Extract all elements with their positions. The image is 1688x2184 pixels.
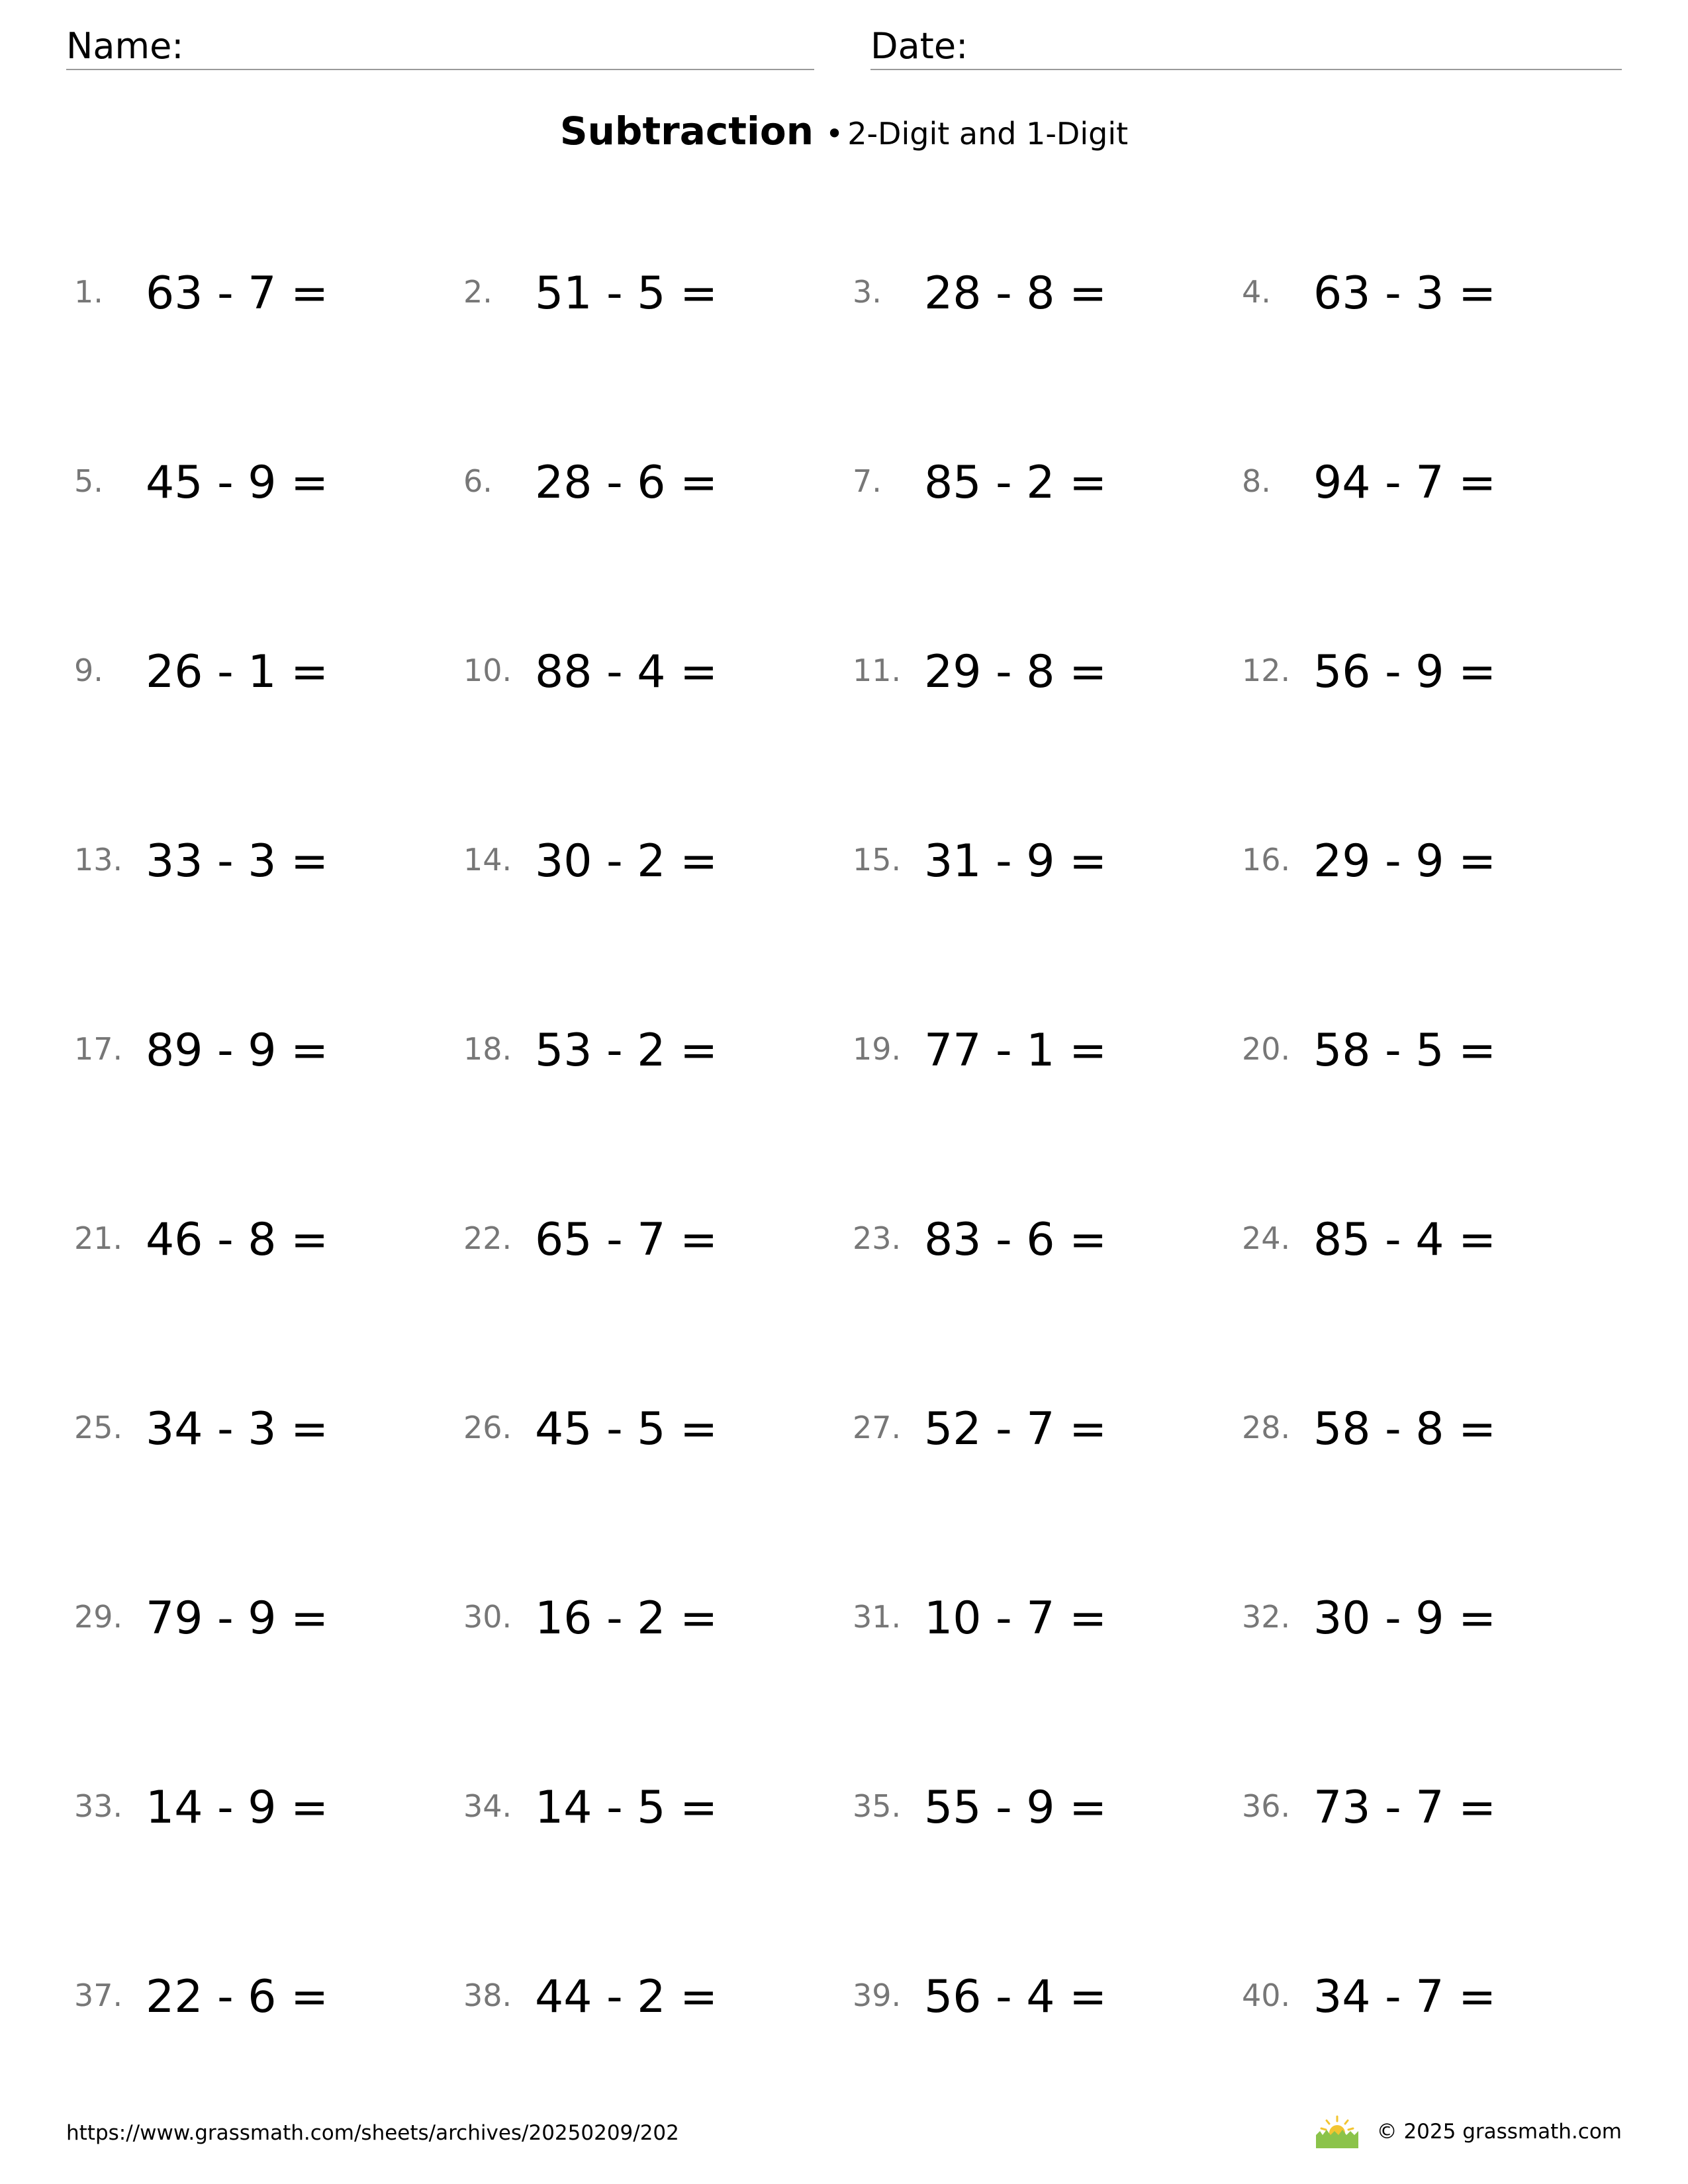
problem-item — [74, 251, 463, 441]
problem-number: 34. — [463, 1788, 512, 1824]
problem-number: 36. — [1242, 1788, 1291, 1824]
name-field[interactable] — [66, 24, 814, 70]
problem-number: 24. — [1242, 1220, 1291, 1256]
problem-number: 37. — [74, 1978, 123, 2013]
problem-expression: 28 - 8 = — [924, 267, 1107, 320]
problem-expression: 58 - 8 = — [1313, 1403, 1497, 1455]
problem-number: 14. — [463, 842, 512, 878]
problem-number: 16. — [1242, 842, 1291, 878]
problem-item — [74, 1766, 463, 1955]
problem-number: 2. — [463, 274, 492, 310]
title-subtitle: 2-Digit and 1-Digit — [847, 116, 1129, 152]
worksheet-title — [0, 105, 1688, 167]
problem-expression: 94 - 7 = — [1313, 457, 1497, 509]
problem-number: 6. — [463, 463, 492, 499]
problem-number: 32. — [1242, 1599, 1291, 1635]
problem-item — [853, 1387, 1242, 1576]
problem-number: 18. — [463, 1031, 512, 1067]
problem-number: 5. — [74, 463, 103, 499]
problem-expression: 45 - 5 = — [535, 1403, 718, 1455]
problem-number: 38. — [463, 1978, 512, 2013]
date-label: Date: — [870, 25, 968, 67]
problem-expression: 79 - 9 = — [146, 1592, 329, 1645]
problem-item — [463, 819, 853, 1009]
problem-expression: 34 - 7 = — [1313, 1971, 1497, 2023]
title-main: Subtraction — [559, 109, 814, 154]
problem-item — [74, 1198, 463, 1387]
problem-item — [1242, 251, 1631, 441]
problem-item — [74, 1576, 463, 1766]
problem-expression: 44 - 2 = — [535, 1971, 718, 2023]
problem-item — [1242, 1198, 1631, 1387]
problem-item — [853, 819, 1242, 1009]
problem-expression: 85 - 2 = — [924, 457, 1107, 509]
problem-expression: 51 - 5 = — [535, 267, 718, 320]
sun-over-grass-icon — [1316, 2115, 1358, 2148]
problem-number: 19. — [853, 1031, 902, 1067]
problem-expression: 28 - 6 = — [535, 457, 718, 509]
problem-item — [1242, 819, 1631, 1009]
problem-number: 25. — [74, 1410, 123, 1445]
problem-expression: 52 - 7 = — [924, 1403, 1107, 1455]
problem-expression: 30 - 9 = — [1313, 1592, 1497, 1645]
problem-item — [463, 1576, 853, 1766]
problem-expression: 14 - 9 = — [146, 1782, 329, 1834]
problem-number: 21. — [74, 1220, 123, 1256]
problem-number: 29. — [74, 1599, 123, 1635]
problem-expression: 14 - 5 = — [535, 1782, 718, 1834]
problem-item — [463, 1955, 853, 2144]
footer-url: https://www.grassmath.com/sheets/archives/20250209/202 — [66, 2121, 679, 2145]
problem-item — [463, 441, 853, 630]
problem-number: 8. — [1242, 463, 1271, 499]
problem-item — [74, 1955, 463, 2144]
problem-expression: 29 - 8 = — [924, 646, 1107, 698]
problem-number: 28. — [1242, 1410, 1291, 1445]
problem-number: 10. — [463, 653, 512, 688]
footer-copyright: © 2025 grassmath.com — [1376, 2120, 1622, 2144]
problem-expression: 63 - 3 = — [1313, 267, 1497, 320]
problem-expression: 56 - 9 = — [1313, 646, 1497, 698]
problem-item — [463, 1198, 853, 1387]
problem-number: 23. — [853, 1220, 902, 1256]
problem-number: 33. — [74, 1788, 123, 1824]
problem-item — [853, 630, 1242, 819]
problem-item — [463, 251, 853, 441]
problem-number: 11. — [853, 653, 902, 688]
problem-item — [853, 1576, 1242, 1766]
problem-number: 1. — [74, 274, 103, 310]
problem-item — [463, 1766, 853, 1955]
problem-expression: 85 - 4 = — [1313, 1214, 1497, 1266]
problem-expression: 16 - 2 = — [535, 1592, 718, 1645]
problem-item — [74, 1387, 463, 1576]
problem-item — [853, 1009, 1242, 1198]
problem-item — [1242, 1576, 1631, 1766]
problem-item — [74, 441, 463, 630]
problem-number: 17. — [74, 1031, 123, 1067]
problem-number: 3. — [853, 274, 882, 310]
problem-expression: 88 - 4 = — [535, 646, 718, 698]
problem-number: 4. — [1242, 274, 1271, 310]
problem-item — [463, 630, 853, 819]
problem-item — [463, 1387, 853, 1576]
problem-item — [853, 251, 1242, 441]
problem-item — [1242, 1766, 1631, 1955]
problem-expression: 33 - 3 = — [146, 835, 329, 887]
problem-number: 7. — [853, 463, 882, 499]
problem-number: 39. — [853, 1978, 902, 2013]
problem-number: 9. — [74, 653, 103, 688]
problem-expression: 34 - 3 = — [146, 1403, 329, 1455]
problem-expression: 63 - 7 = — [146, 267, 329, 320]
problem-grid — [74, 251, 1636, 2144]
problem-expression: 29 - 9 = — [1313, 835, 1497, 887]
problem-item — [853, 441, 1242, 630]
problem-expression: 10 - 7 = — [924, 1592, 1107, 1645]
problem-expression: 55 - 9 = — [924, 1782, 1107, 1834]
problem-expression: 26 - 1 = — [146, 646, 329, 698]
problem-expression: 31 - 9 = — [924, 835, 1107, 887]
problem-number: 31. — [853, 1599, 902, 1635]
problem-number: 40. — [1242, 1978, 1291, 2013]
problem-expression: 73 - 7 = — [1313, 1782, 1497, 1834]
problem-number: 22. — [463, 1220, 512, 1256]
problem-expression: 46 - 8 = — [146, 1214, 329, 1266]
problem-number: 30. — [463, 1599, 512, 1635]
problem-expression: 89 - 9 = — [146, 1024, 329, 1077]
date-field[interactable] — [870, 24, 1622, 70]
problem-number: 35. — [853, 1788, 902, 1824]
problem-expression: 65 - 7 = — [535, 1214, 718, 1266]
problem-number: 26. — [463, 1410, 512, 1445]
problem-number: 27. — [853, 1410, 902, 1445]
problem-item — [853, 1198, 1242, 1387]
problem-item — [1242, 1009, 1631, 1198]
problem-number: 20. — [1242, 1031, 1291, 1067]
problem-expression: 53 - 2 = — [535, 1024, 718, 1077]
problem-expression: 58 - 5 = — [1313, 1024, 1497, 1077]
problem-item — [74, 1009, 463, 1198]
problem-item — [853, 1955, 1242, 2144]
footer-branding — [1316, 2115, 1622, 2148]
problem-expression: 56 - 4 = — [924, 1971, 1107, 2023]
name-label: Name: — [66, 25, 184, 67]
problem-item — [1242, 1387, 1631, 1576]
problem-expression: 77 - 1 = — [924, 1024, 1107, 1077]
title-separator: • — [825, 116, 844, 152]
problem-item — [1242, 630, 1631, 819]
problem-number: 12. — [1242, 653, 1291, 688]
problem-expression: 30 - 2 = — [535, 835, 718, 887]
problem-number: 15. — [853, 842, 902, 878]
problem-item — [463, 1009, 853, 1198]
problem-item — [853, 1766, 1242, 1955]
problem-item — [74, 630, 463, 819]
problem-number: 13. — [74, 842, 123, 878]
problem-expression: 22 - 6 = — [146, 1971, 329, 2023]
problem-item — [74, 819, 463, 1009]
problem-item — [1242, 441, 1631, 630]
problem-expression: 83 - 6 = — [924, 1214, 1107, 1266]
problem-expression: 45 - 9 = — [146, 457, 329, 509]
